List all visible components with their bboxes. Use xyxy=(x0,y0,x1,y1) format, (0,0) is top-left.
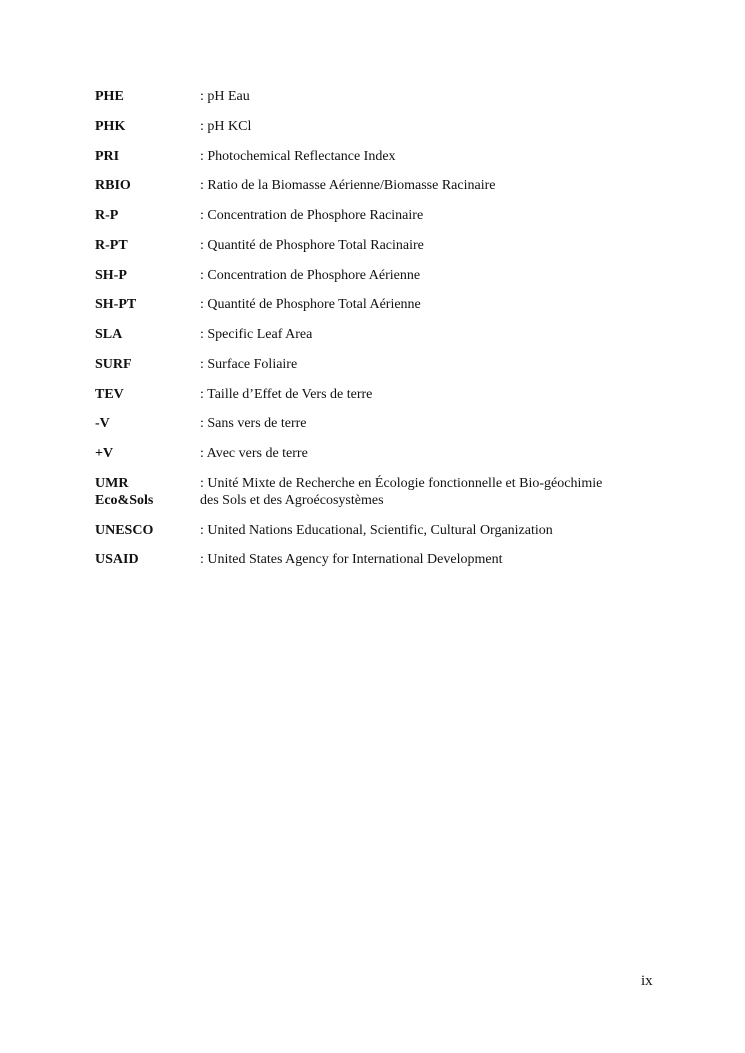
definition: : Concentration de Phosphore Aérienne xyxy=(200,267,421,283)
abbreviation: SH-PT xyxy=(95,297,137,313)
definition: : Surface Foliaire xyxy=(200,356,298,372)
definition: : United States Agency for International Development xyxy=(200,552,503,568)
abbreviation: SH-P xyxy=(95,267,127,283)
list-item xyxy=(95,296,655,313)
abbreviation: PRI xyxy=(95,148,120,164)
list-item xyxy=(95,445,655,462)
list-item xyxy=(95,475,655,509)
abbreviation: PHK xyxy=(95,118,126,134)
abbreviation: TEV xyxy=(95,386,124,402)
list-item xyxy=(95,207,655,224)
page-number: ix xyxy=(641,973,653,989)
definition xyxy=(200,475,655,509)
definition: : Photochemical Reflectance Index xyxy=(200,148,396,164)
list-item xyxy=(95,551,655,568)
abbreviation: RBIO xyxy=(95,178,131,194)
list-item xyxy=(95,177,655,194)
abbreviation: +V xyxy=(95,446,114,461)
list-item xyxy=(95,267,655,284)
definition: : Sans vers de terre xyxy=(200,416,307,432)
abbreviation: USAID xyxy=(95,552,139,568)
list-item xyxy=(95,356,655,373)
abbreviation-line: UMR xyxy=(95,475,129,491)
definition: : Concentration de Phosphore Racinaire xyxy=(200,208,424,223)
list-item xyxy=(95,88,655,105)
abbreviation: R-P xyxy=(95,208,119,223)
abbreviation: R-PT xyxy=(95,237,128,253)
definition: : Specific Leaf Area xyxy=(200,327,313,342)
definition: : Ratio de la Biomasse Aérienne/Biomasse Racinaire xyxy=(200,178,496,194)
abbreviation: UNESCO xyxy=(95,522,154,538)
definition-line: : Unité Mixte de Recherche en Écologie fonctionnelle et Bio-géochimie xyxy=(200,475,603,491)
abbreviation: -V xyxy=(95,416,110,432)
definition: : United Nations Educational, Scientific, Cultural Organization xyxy=(200,522,553,538)
list-item xyxy=(95,237,655,254)
definition: : Taille d’Effet de Vers de terre xyxy=(200,386,373,402)
definition: : pH KCl xyxy=(200,118,252,134)
definition: : Avec vers de terre xyxy=(200,446,308,461)
definition: : Quantité de Phosphore Total Racinaire xyxy=(200,237,424,253)
abbreviation: PHE xyxy=(95,89,124,104)
list-item xyxy=(95,148,655,165)
list-item xyxy=(95,326,655,343)
list-item xyxy=(95,415,655,432)
abbreviation-list xyxy=(95,88,655,581)
definition: : Quantité de Phosphore Total Aérienne xyxy=(200,297,421,313)
abbreviation-line: Eco&Sols xyxy=(95,492,154,508)
abbreviation: SURF xyxy=(95,356,132,372)
list-item xyxy=(95,386,655,403)
definition: : pH Eau xyxy=(200,89,250,104)
abbreviation: SLA xyxy=(95,327,123,342)
list-item xyxy=(95,522,655,539)
definition-line: des Sols et des Agroécosystèmes xyxy=(200,492,384,508)
abbreviation xyxy=(95,475,200,509)
list-item xyxy=(95,118,655,135)
